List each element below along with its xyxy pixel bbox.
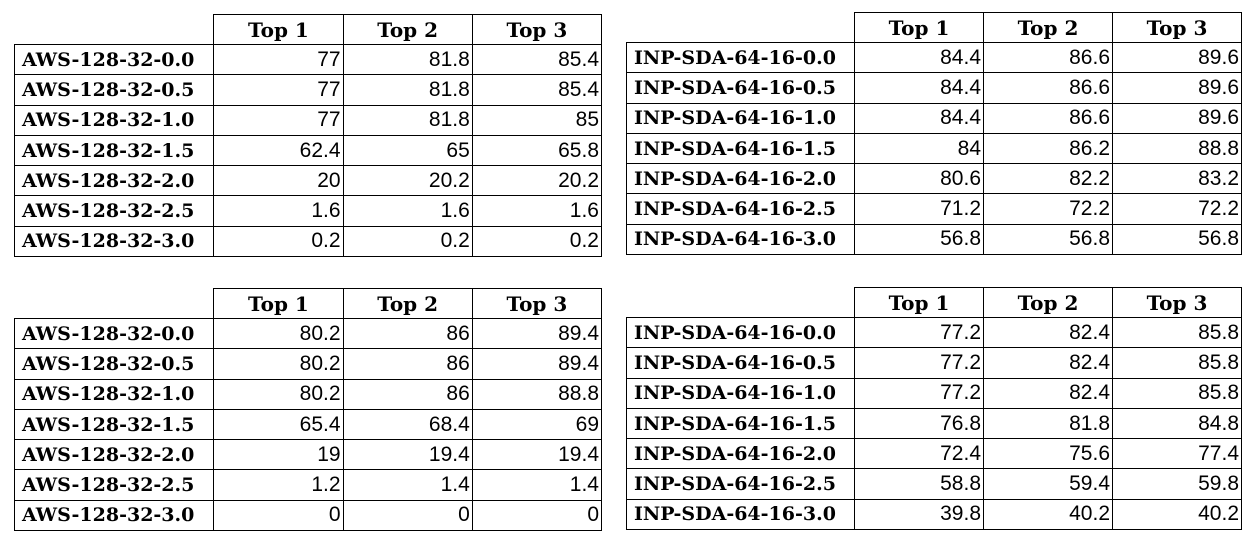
table-cell: 77.2 xyxy=(855,348,984,378)
row-label: AWS-128-32-2.5 xyxy=(15,196,214,226)
table-cell: 82.4 xyxy=(984,378,1113,408)
column-header: Top 3 xyxy=(1113,288,1242,318)
row-label: AWS-128-32-0.5 xyxy=(15,75,214,105)
table-cell: 86.6 xyxy=(984,43,1113,73)
table-row xyxy=(627,43,1242,73)
table-cell: 75.6 xyxy=(984,439,1113,469)
table-row xyxy=(627,164,1242,194)
table-cell: 72.2 xyxy=(984,194,1113,224)
table-cell: 85 xyxy=(472,105,601,135)
row-label: AWS-128-32-2.0 xyxy=(15,166,214,196)
table-row xyxy=(15,319,602,349)
column-header: Top 2 xyxy=(984,13,1113,43)
row-label: AWS-128-32-1.5 xyxy=(15,135,214,165)
column-header: Top 1 xyxy=(214,15,343,45)
table-cell: 82.2 xyxy=(984,164,1113,194)
table-cell: 77 xyxy=(214,75,343,105)
table-row xyxy=(627,224,1242,254)
table-cell: 77 xyxy=(214,45,343,75)
table-cell: 59.4 xyxy=(984,469,1113,499)
table-cell: 1.6 xyxy=(472,196,601,226)
table-cell: 84.4 xyxy=(855,73,984,103)
table-cell: 1.4 xyxy=(472,470,601,500)
table-cell: 19 xyxy=(214,440,343,470)
table-cell: 86 xyxy=(343,319,472,349)
inp-sda-table-1 xyxy=(626,12,1242,255)
row-label: AWS-128-32-2.0 xyxy=(15,440,214,470)
table-row xyxy=(15,226,602,256)
aws-table-2 xyxy=(14,288,602,531)
table-header-row xyxy=(15,15,602,45)
table-cell: 65.4 xyxy=(214,409,343,439)
table-cell: 89.6 xyxy=(1113,43,1242,73)
table-cell: 86 xyxy=(343,379,472,409)
table-cell: 56.8 xyxy=(984,224,1113,254)
table-row xyxy=(15,440,602,470)
table-cell: 39.8 xyxy=(855,499,984,529)
column-header: Top 1 xyxy=(855,13,984,43)
table-header-row xyxy=(627,288,1242,318)
row-label: INP-SDA-64-16-2.5 xyxy=(627,469,855,499)
table-cell: 68.4 xyxy=(343,409,472,439)
table-cell: 72.4 xyxy=(855,439,984,469)
table-cell: 20 xyxy=(214,166,343,196)
aws-table-1 xyxy=(14,14,602,257)
table-cell: 19.4 xyxy=(343,440,472,470)
row-label: INP-SDA-64-16-0.0 xyxy=(627,318,855,348)
table-header-row xyxy=(627,13,1242,43)
table-cell: 80.2 xyxy=(214,319,343,349)
table-corner xyxy=(15,289,214,319)
row-label: INP-SDA-64-16-0.5 xyxy=(627,73,855,103)
table-cell: 76.8 xyxy=(855,408,984,438)
table-cell: 69 xyxy=(472,409,601,439)
table-cell: 20.2 xyxy=(343,166,472,196)
table-cell: 1.4 xyxy=(343,470,472,500)
row-label: AWS-128-32-1.0 xyxy=(15,379,214,409)
table-row xyxy=(627,469,1242,499)
table-cell: 85.4 xyxy=(472,45,601,75)
table-cell: 71.2 xyxy=(855,194,984,224)
table-cell: 59.8 xyxy=(1113,469,1242,499)
row-label: AWS-128-32-3.0 xyxy=(15,500,214,530)
row-label: AWS-128-32-1.5 xyxy=(15,409,214,439)
table-row xyxy=(627,378,1242,408)
table-cell: 80.2 xyxy=(214,349,343,379)
row-label: INP-SDA-64-16-3.0 xyxy=(627,499,855,529)
table-row xyxy=(627,439,1242,469)
table-row xyxy=(627,103,1242,133)
table-row xyxy=(15,75,602,105)
table-cell: 80.6 xyxy=(855,164,984,194)
row-label: INP-SDA-64-16-0.5 xyxy=(627,348,855,378)
table-cell: 20.2 xyxy=(472,166,601,196)
table-cell: 84.4 xyxy=(855,43,984,73)
row-label: INP-SDA-64-16-0.0 xyxy=(627,43,855,73)
table-cell: 0.2 xyxy=(472,226,601,256)
row-label: AWS-128-32-1.0 xyxy=(15,105,214,135)
table-row xyxy=(627,133,1242,163)
row-label: AWS-128-32-0.5 xyxy=(15,349,214,379)
table-row xyxy=(627,499,1242,529)
table-row xyxy=(15,105,602,135)
table-header-row xyxy=(15,289,602,319)
column-header: Top 3 xyxy=(472,15,601,45)
table-row xyxy=(627,318,1242,348)
table-cell: 84 xyxy=(855,133,984,163)
table-cell: 0 xyxy=(214,500,343,530)
table-cell: 89.4 xyxy=(472,349,601,379)
table-cell: 85.8 xyxy=(1113,318,1242,348)
table-cell: 84.8 xyxy=(1113,408,1242,438)
row-label: INP-SDA-64-16-1.0 xyxy=(627,378,855,408)
table-cell: 85.8 xyxy=(1113,378,1242,408)
table-cell: 56.8 xyxy=(1113,224,1242,254)
column-header: Top 1 xyxy=(855,288,984,318)
table-cell: 84.4 xyxy=(855,103,984,133)
column-header: Top 1 xyxy=(214,289,343,319)
row-label: INP-SDA-64-16-1.5 xyxy=(627,133,855,163)
table-cell: 83.2 xyxy=(1113,164,1242,194)
table-cell: 86.6 xyxy=(984,73,1113,103)
table-cell: 81.8 xyxy=(343,75,472,105)
table-row xyxy=(627,408,1242,438)
table-row xyxy=(15,196,602,226)
table-cell: 89.4 xyxy=(472,319,601,349)
table-cell: 85.8 xyxy=(1113,348,1242,378)
table-row xyxy=(15,45,602,75)
row-label: INP-SDA-64-16-3.0 xyxy=(627,224,855,254)
row-label: AWS-128-32-2.5 xyxy=(15,470,214,500)
table-cell: 81.8 xyxy=(343,105,472,135)
table-row xyxy=(627,194,1242,224)
table-cell: 81.8 xyxy=(984,408,1113,438)
column-header: Top 2 xyxy=(343,15,472,45)
inp-sda-table-2 xyxy=(626,287,1242,530)
table-cell: 62.4 xyxy=(214,135,343,165)
table-cell: 72.2 xyxy=(1113,194,1242,224)
table-cell: 65 xyxy=(343,135,472,165)
table-cell: 56.8 xyxy=(855,224,984,254)
row-label: AWS-128-32-3.0 xyxy=(15,226,214,256)
table-cell: 80.2 xyxy=(214,379,343,409)
table-cell: 40.2 xyxy=(984,499,1113,529)
table-cell: 77.2 xyxy=(855,378,984,408)
table-row xyxy=(627,348,1242,378)
row-label: INP-SDA-64-16-1.0 xyxy=(627,103,855,133)
table-cell: 58.8 xyxy=(855,469,984,499)
table-cell: 89.6 xyxy=(1113,73,1242,103)
table-row xyxy=(627,73,1242,103)
table-cell: 1.6 xyxy=(214,196,343,226)
table-cell: 65.8 xyxy=(472,135,601,165)
row-label: AWS-128-32-0.0 xyxy=(15,45,214,75)
table-row xyxy=(15,409,602,439)
table-cell: 0 xyxy=(472,500,601,530)
table-cell: 0.2 xyxy=(343,226,472,256)
table-cell: 19.4 xyxy=(472,440,601,470)
table-row xyxy=(15,500,602,530)
table-row xyxy=(15,470,602,500)
column-header: Top 3 xyxy=(472,289,601,319)
column-header: Top 3 xyxy=(1113,13,1242,43)
table-row xyxy=(15,166,602,196)
table-cell: 1.2 xyxy=(214,470,343,500)
table-corner xyxy=(15,15,214,45)
table-row xyxy=(15,349,602,379)
column-header: Top 2 xyxy=(984,288,1113,318)
table-cell: 81.8 xyxy=(343,45,472,75)
table-row xyxy=(15,135,602,165)
table-cell: 89.6 xyxy=(1113,103,1242,133)
table-cell: 0.2 xyxy=(214,226,343,256)
table-cell: 88.8 xyxy=(1113,133,1242,163)
table-row xyxy=(15,379,602,409)
row-label: INP-SDA-64-16-2.0 xyxy=(627,439,855,469)
row-label: INP-SDA-64-16-2.5 xyxy=(627,194,855,224)
table-cell: 77.2 xyxy=(855,318,984,348)
row-label: INP-SDA-64-16-2.0 xyxy=(627,164,855,194)
table-cell: 77.4 xyxy=(1113,439,1242,469)
table-cell: 88.8 xyxy=(472,379,601,409)
table-cell: 77 xyxy=(214,105,343,135)
table-corner xyxy=(627,288,855,318)
table-cell: 86.2 xyxy=(984,133,1113,163)
table-cell: 40.2 xyxy=(1113,499,1242,529)
table-cell: 82.4 xyxy=(984,348,1113,378)
table-cell: 86 xyxy=(343,349,472,379)
table-corner xyxy=(627,13,855,43)
column-header: Top 2 xyxy=(343,289,472,319)
table-cell: 85.4 xyxy=(472,75,601,105)
table-cell: 1.6 xyxy=(343,196,472,226)
row-label: AWS-128-32-0.0 xyxy=(15,319,214,349)
row-label: INP-SDA-64-16-1.5 xyxy=(627,408,855,438)
table-cell: 0 xyxy=(343,500,472,530)
table-cell: 82.4 xyxy=(984,318,1113,348)
table-cell: 86.6 xyxy=(984,103,1113,133)
